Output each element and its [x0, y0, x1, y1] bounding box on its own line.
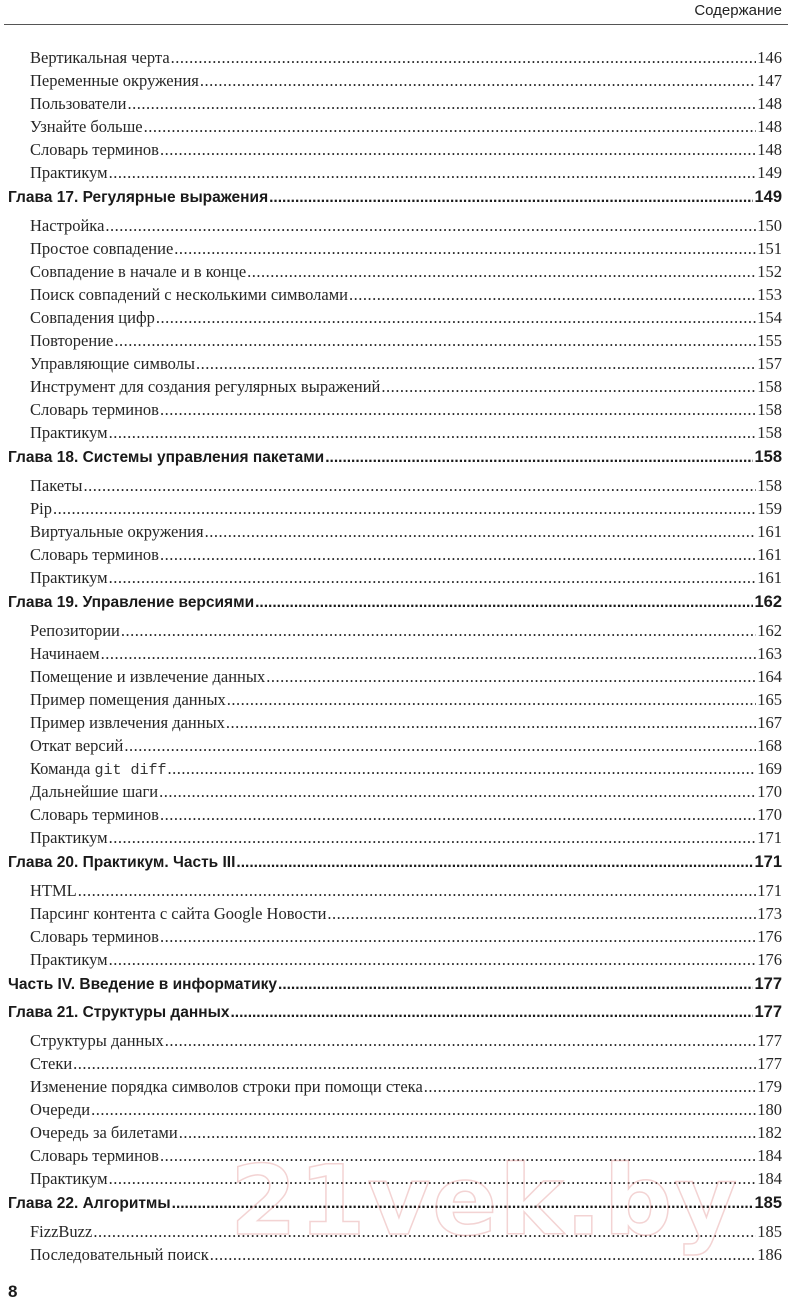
- toc-entry-title-text: Парсинг контента с сайта Google Новости: [30, 904, 327, 923]
- toc-chapter-entry[interactable]: [8, 1194, 782, 1218]
- toc-entry-title: [30, 1169, 108, 1189]
- toc-entry-title-text: Совпадение в начале и в конце: [30, 262, 247, 281]
- toc-entry-title-text: Pip: [30, 499, 53, 518]
- toc-entry-title: [30, 117, 143, 137]
- dot-leader: [349, 285, 756, 305]
- toc-entry[interactable]: [8, 545, 782, 568]
- toc-page-number: 158: [757, 400, 782, 419]
- toc-entry-title: [30, 621, 120, 641]
- dot-leader: [165, 1031, 757, 1051]
- toc-page-number: 179: [757, 1077, 782, 1096]
- toc-page-number: 177: [754, 975, 782, 993]
- toc-entry-title-text: Настройка: [30, 216, 105, 235]
- running-header: [0, 0, 792, 26]
- dot-leader: [93, 1222, 756, 1242]
- dot-leader: [127, 94, 756, 114]
- toc-entry-title: [30, 1222, 92, 1242]
- toc-page-number: 148: [757, 140, 782, 159]
- toc-entry-title-text: Словарь терминов: [30, 545, 159, 564]
- toc-entry-title-text: Переменные окружения: [30, 71, 199, 90]
- toc-entry-title: [8, 854, 235, 872]
- toc-entry[interactable]: [8, 1146, 782, 1169]
- dot-leader: [227, 690, 756, 710]
- toc-page-number: 152: [757, 262, 782, 281]
- toc-entry-title: [30, 308, 155, 328]
- toc-entry-title: [30, 1123, 178, 1143]
- toc-page-number: 159: [757, 499, 782, 518]
- toc-entry-title: [30, 377, 380, 397]
- toc-entry[interactable]: [8, 239, 782, 262]
- toc-chapter-entry[interactable]: [8, 188, 782, 212]
- toc-page-number: 161: [757, 568, 782, 587]
- dot-leader: [230, 1004, 753, 1022]
- toc-entry-title-text: Глава 17. Регулярные выражения: [8, 189, 269, 206]
- toc-entry-title: [30, 163, 108, 183]
- toc-entry[interactable]: [8, 805, 782, 828]
- toc-entry-title-text: Откат версий: [30, 736, 124, 755]
- dot-leader: [196, 354, 756, 374]
- toc-entry-title-text: Словарь терминов: [30, 400, 159, 419]
- toc-entry[interactable]: [8, 331, 782, 354]
- toc-page-number: 150: [757, 216, 782, 235]
- toc-entry-title-text: Практикум: [30, 423, 108, 442]
- toc-entry[interactable]: [8, 621, 782, 644]
- toc-entry-title-text: Дальнейшие шаги: [30, 782, 159, 801]
- toc-entry-title: [30, 354, 195, 374]
- toc-page-number: 186: [757, 1245, 782, 1264]
- toc-page-number: 147: [757, 71, 782, 90]
- toc-entry[interactable]: [8, 140, 782, 163]
- toc-entry[interactable]: [8, 644, 782, 667]
- toc-entry-title: [8, 189, 268, 207]
- toc-entry[interactable]: [8, 400, 782, 423]
- toc-page-number: 146: [757, 48, 782, 67]
- toc-page-number: 158: [754, 448, 782, 466]
- dot-leader: [266, 667, 756, 687]
- toc-entry-title: [30, 1077, 423, 1097]
- toc-entry-title-text: Глава 19. Управление версиями: [8, 594, 255, 611]
- toc-entry-title-text: Практикум: [30, 828, 108, 847]
- toc-page-number: 148: [757, 117, 782, 136]
- toc-entry[interactable]: [8, 522, 782, 545]
- dot-leader: [159, 782, 756, 802]
- toc-page-number: 177: [754, 1003, 782, 1021]
- toc-entry-title-text: Словарь терминов: [30, 140, 159, 159]
- toc-page-number: 176: [757, 950, 782, 969]
- toc-page-number: 173: [757, 904, 782, 923]
- toc-entry-title: [30, 1054, 72, 1074]
- toc-entry-title: [30, 568, 108, 588]
- toc-entry-title-text: Управляющие символы: [30, 354, 195, 373]
- toc-entry[interactable]: [8, 736, 782, 759]
- toc-entry[interactable]: [8, 568, 782, 591]
- toc-entry[interactable]: [8, 667, 782, 690]
- toc-chapter-entry[interactable]: [8, 593, 782, 617]
- toc-entry-title: [30, 667, 265, 687]
- toc-entry-title: [30, 927, 159, 947]
- toc-entry-title-text: Глава 20. Практикум. Часть III: [8, 854, 236, 871]
- toc-entry-title: [8, 976, 277, 994]
- toc-entry-title-text: Команда: [30, 759, 95, 778]
- running-header-title: Содержание: [694, 2, 782, 19]
- toc-entry-title-text: Виртуальные окружения: [30, 522, 204, 541]
- toc-entry-title: [30, 881, 77, 901]
- toc-entry[interactable]: [8, 117, 782, 140]
- dot-leader: [91, 1100, 756, 1120]
- toc-entry-title: [30, 262, 246, 282]
- toc-page-number: 155: [757, 331, 782, 350]
- toc-entry-title: [8, 449, 324, 467]
- dot-leader: [156, 308, 756, 328]
- dot-leader: [53, 499, 756, 519]
- toc-entry-title: [30, 1100, 90, 1120]
- toc-entry-title-text: Вертикальная черта: [30, 48, 170, 67]
- toc-entry[interactable]: [8, 308, 782, 331]
- toc-page-number: 162: [757, 621, 782, 640]
- toc-entry-title: [30, 94, 126, 114]
- toc-entry-title: [30, 1245, 209, 1265]
- toc-entry-title: [30, 950, 108, 970]
- toc-entry-title-text: Начинаем: [30, 644, 100, 663]
- toc-entry[interactable]: [8, 759, 782, 782]
- toc-page-number: 158: [757, 377, 782, 396]
- toc-page-number: 184: [757, 1146, 782, 1165]
- toc-page-number: 171: [754, 853, 782, 871]
- toc-page-number: 177: [757, 1054, 782, 1073]
- toc-entry[interactable]: [8, 216, 782, 239]
- dot-leader: [73, 1054, 756, 1074]
- toc-entry-title: [8, 594, 254, 612]
- toc-entry[interactable]: [8, 1054, 782, 1077]
- toc-page-number: 182: [757, 1123, 782, 1142]
- toc-entry-title-text: Глава 18. Системы управления пакетами: [8, 449, 325, 466]
- dot-leader: [171, 48, 757, 68]
- toc-entry-title-text: Словарь терминов: [30, 805, 159, 824]
- toc-entry[interactable]: [8, 354, 782, 377]
- toc-entry-title: [30, 828, 108, 848]
- toc-entry-title-text: Помещение и извлечение данных: [30, 667, 266, 686]
- dot-leader: [167, 759, 756, 779]
- dot-leader: [109, 1169, 757, 1189]
- toc-page-number: 180: [757, 1100, 782, 1119]
- toc-entry-title: [30, 239, 173, 259]
- toc-entry[interactable]: [8, 476, 782, 499]
- toc-entry-title-text: Структуры данных: [30, 1031, 164, 1050]
- dot-leader: [325, 449, 753, 467]
- toc-entry-title-text: Глава 21. Структуры данных: [8, 1004, 230, 1021]
- toc-entry-title-text: Практикум: [30, 1169, 108, 1188]
- dot-leader: [205, 522, 757, 542]
- toc-entry[interactable]: [8, 423, 782, 446]
- toc-page-number: 167: [757, 713, 782, 732]
- dot-leader: [247, 262, 756, 282]
- dot-leader: [105, 216, 756, 236]
- toc-page-number: 163: [757, 644, 782, 663]
- toc-entry-title-text: Пользователи: [30, 94, 127, 113]
- toc-entry-title: [30, 1031, 164, 1051]
- dot-leader: [114, 331, 756, 351]
- toc-entry-title: [8, 1195, 171, 1213]
- toc-page-number: 162: [754, 593, 782, 611]
- toc-page-number: 151: [757, 239, 782, 258]
- toc-entry[interactable]: [8, 904, 782, 927]
- toc-page-number: 164: [757, 667, 782, 686]
- header-rule: [4, 24, 788, 25]
- toc-entry-title-text: FizzBuzz: [30, 1222, 93, 1241]
- toc-entry-title-text: Поиск совпадений с несколькими символами: [30, 285, 348, 304]
- toc-entry[interactable]: [8, 1100, 782, 1123]
- toc-entry-title: [8, 1004, 229, 1022]
- toc-page-number: 161: [757, 522, 782, 541]
- toc-entry[interactable]: [8, 713, 782, 736]
- toc-entry-title: [30, 713, 225, 733]
- toc-entry-title-text: Стеки: [30, 1054, 73, 1073]
- dot-leader: [109, 828, 757, 848]
- watermark-logo: 21vek.by: [230, 1145, 739, 1257]
- toc-entry[interactable]: [8, 1031, 782, 1054]
- dot-leader: [424, 1077, 756, 1097]
- toc-page-number: 169: [757, 759, 782, 778]
- toc-entry-title-text: Пример извлечения данных: [30, 713, 225, 732]
- toc-entry-title: [30, 48, 170, 68]
- toc-page-number: 168: [757, 736, 782, 755]
- toc-page-number: 185: [757, 1222, 782, 1241]
- toc-entry[interactable]: [8, 782, 782, 805]
- toc-entry-title: [30, 331, 113, 351]
- toc-entry-title-text: Совпадения цифр: [30, 308, 155, 327]
- toc-entry-title-text: Репозитории: [30, 621, 120, 640]
- toc-chapter-entry[interactable]: [8, 975, 782, 999]
- dot-leader: [144, 117, 757, 137]
- toc-entry[interactable]: [8, 690, 782, 713]
- toc-entry-title-text: Словарь терминов: [30, 1146, 159, 1165]
- dot-leader: [255, 594, 753, 612]
- dot-leader: [160, 545, 756, 565]
- toc-entry-title: [30, 782, 158, 802]
- dot-leader: [327, 904, 756, 924]
- toc-chapter-entry[interactable]: [8, 448, 782, 472]
- toc-entry[interactable]: [8, 285, 782, 308]
- toc-entry-title: [30, 690, 226, 710]
- toc-entry[interactable]: [8, 499, 782, 522]
- toc-entry[interactable]: [8, 71, 782, 94]
- toc-chapter-entry[interactable]: [8, 1003, 782, 1027]
- dot-leader: [160, 140, 756, 160]
- toc-entry-title-text: Изменение порядка символов строки при помощи стека: [30, 1077, 423, 1096]
- table-of-contents: [8, 48, 782, 1268]
- toc-entry-title-text: Очередь за билетами: [30, 1123, 178, 1142]
- dot-leader: [109, 163, 757, 183]
- toc-page-number: 184: [757, 1169, 782, 1188]
- toc-page-number: 170: [757, 782, 782, 801]
- toc-entry[interactable]: [8, 881, 782, 904]
- toc-page-number: 158: [757, 476, 782, 495]
- toc-entry[interactable]: [8, 1077, 782, 1100]
- dot-leader: [381, 377, 756, 397]
- toc-entry-title-text: Последовательный поиск: [30, 1245, 209, 1264]
- toc-entry-title: [30, 140, 159, 160]
- dot-leader: [160, 805, 756, 825]
- toc-page-number: 148: [757, 94, 782, 113]
- toc-entry-title-text: Узнайте больше: [30, 117, 143, 136]
- toc-entry[interactable]: [8, 94, 782, 117]
- dot-leader: [83, 476, 756, 496]
- toc-entry[interactable]: [8, 1222, 782, 1245]
- toc-page-number: 149: [754, 188, 782, 206]
- page-number: 8: [8, 1282, 18, 1301]
- toc-page-number: 171: [757, 881, 782, 900]
- dot-leader: [236, 854, 753, 872]
- dot-leader: [160, 1146, 756, 1166]
- dot-leader: [174, 239, 756, 259]
- toc-entry[interactable]: [8, 828, 782, 851]
- dot-leader: [109, 568, 757, 588]
- toc-entry[interactable]: [8, 1169, 782, 1192]
- toc-page-number: 176: [757, 927, 782, 946]
- toc-page-number: 170: [757, 805, 782, 824]
- toc-entry-title-text: Практикум: [30, 163, 108, 182]
- dot-leader: [172, 1195, 754, 1213]
- toc-entry-title-text: Инструмент для создания регулярных выражений: [30, 377, 381, 396]
- toc-entry-title-text: Пакеты: [30, 476, 83, 495]
- toc-page-number: 157: [757, 354, 782, 373]
- toc-entry-title-text: Очереди: [30, 1100, 91, 1119]
- toc-entry[interactable]: [8, 927, 782, 950]
- toc-page-number: 161: [757, 545, 782, 564]
- toc-page-number: 177: [757, 1031, 782, 1050]
- toc-entry-title: [30, 805, 159, 825]
- toc-entry-title-text: Пример помещения данных: [30, 690, 226, 709]
- dot-leader: [109, 423, 757, 443]
- dot-leader: [179, 1123, 757, 1143]
- toc-entry-title: [30, 423, 108, 443]
- dot-leader: [101, 644, 757, 664]
- toc-entry-title: [30, 904, 326, 924]
- toc-entry-title: [30, 1146, 159, 1166]
- toc-entry[interactable]: [8, 1123, 782, 1146]
- dot-leader: [124, 736, 756, 756]
- dot-leader: [226, 713, 756, 733]
- dot-leader: [160, 927, 756, 947]
- dot-leader: [269, 189, 753, 207]
- toc-entry-title: [30, 522, 204, 542]
- toc-page-number: 153: [757, 285, 782, 304]
- toc-entry-title: [30, 285, 348, 305]
- toc-entry-title-text: Словарь терминов: [30, 927, 159, 946]
- dot-leader: [210, 1245, 756, 1265]
- toc-chapter-entry[interactable]: [8, 853, 782, 877]
- toc-entry-title: [30, 644, 100, 664]
- toc-entry-code: git diff: [94, 762, 167, 779]
- toc-entry-title: [30, 71, 199, 91]
- toc-entry-title: [30, 759, 166, 779]
- toc-page-number: 165: [757, 690, 782, 709]
- dot-leader: [109, 950, 757, 970]
- dot-leader: [200, 71, 756, 91]
- toc-entry-title-text: Глава 22. Алгоритмы: [8, 1195, 171, 1212]
- toc-entry[interactable]: [8, 377, 782, 400]
- toc-entry-title-text: Часть IV. Введение в информатику: [8, 976, 278, 993]
- toc-entry[interactable]: [8, 48, 782, 71]
- toc-page-number: 171: [757, 828, 782, 847]
- dot-leader: [121, 621, 756, 641]
- toc-entry-title-text: Практикум: [30, 950, 108, 969]
- toc-entry-title: [30, 736, 123, 756]
- toc-entry-title: [30, 476, 82, 496]
- toc-entry[interactable]: [8, 262, 782, 285]
- toc-page-number: 149: [757, 163, 782, 182]
- toc-entry-title: [30, 216, 104, 236]
- toc-entry-title: [30, 400, 159, 420]
- toc-page-number: 158: [757, 423, 782, 442]
- toc-entry-title-text: HTML: [30, 881, 77, 900]
- toc-entry[interactable]: [8, 1245, 782, 1268]
- toc-entry-title-text: Простое совпадение: [30, 239, 174, 258]
- dot-leader: [78, 881, 757, 901]
- toc-entry-title-text: Практикум: [30, 568, 108, 587]
- toc-page-number: 185: [754, 1194, 782, 1212]
- toc-entry-title: [30, 545, 159, 565]
- toc-entry[interactable]: [8, 950, 782, 973]
- toc-page-number: 154: [757, 308, 782, 327]
- toc-entry-title-text: Повторение: [30, 331, 114, 350]
- dot-leader: [160, 400, 756, 420]
- dot-leader: [278, 976, 753, 994]
- toc-entry-title: [30, 499, 52, 519]
- toc-entry[interactable]: [8, 163, 782, 186]
